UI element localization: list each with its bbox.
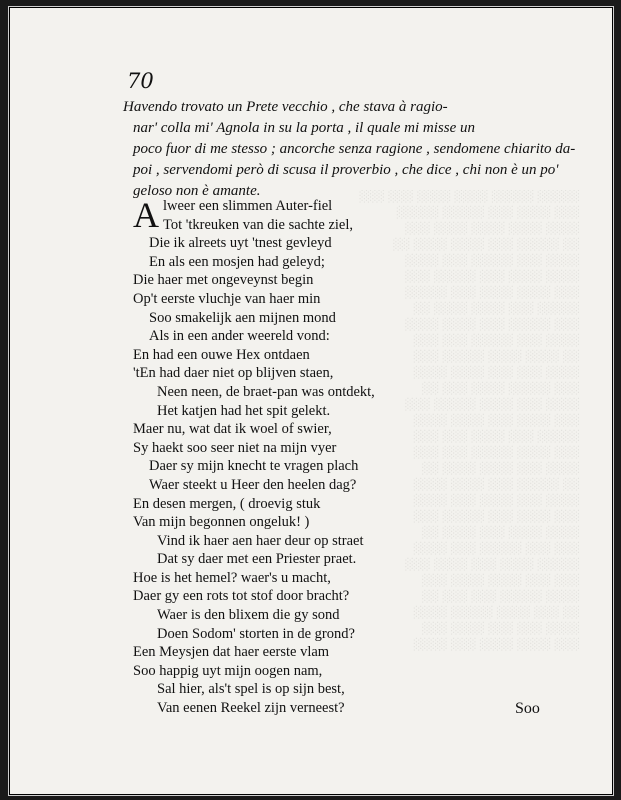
- poem-line: Neen neen, de braet-pan was ontdekt,: [157, 383, 375, 400]
- poem-line: Van mijn begonnen ongeluk! ): [133, 514, 310, 531]
- poem-heading: [123, 97, 576, 202]
- drop-cap: A: [133, 195, 159, 235]
- poem-line: Als in een ander weereld vond:: [149, 328, 330, 345]
- poem-line: Waer steekt u Heer den heelen dag?: [149, 476, 357, 493]
- book-page: [8, 6, 614, 796]
- poem-line: Het katjen had het spit gelekt.: [157, 402, 331, 419]
- poem-line: En als een mosjen had geleyd;: [149, 253, 325, 270]
- catchword: Soo: [515, 700, 540, 717]
- page-number: 70: [127, 69, 154, 93]
- poem-body: [133, 197, 573, 718]
- poem-line: Waer is den blixem die gy sond: [157, 607, 340, 624]
- poem-line: En desen mergen, ( droevig stuk: [133, 495, 321, 512]
- heading-line: geloso non è amante.: [133, 183, 261, 199]
- poem-line: lweer een slimmen Auter-fiel: [163, 198, 333, 214]
- show-through-text: ░░░░░ ░░░░░ ░░░░ ░░░░ ░░░ ░░░ ░░░ ░░░░ ░░░ ░░░░░ ░░░░░ ░░░░ ░░░░ ░░░░ ░░░░ ░░░ ░░ ░░░░░ ░░░ ░░░░ ░░░░ ░░ ░░░░ ░░░ ░░░░░ ░░░ ░░░░ ░░░░ ░░░░ ░░░ ░░░░░ ░░░ ░░░ ░░░░ ░░░░ ░░░ ░░░░░ ░░░░░ ░░░ ░░░░ ░░░░ ░░ ░░░ ░░░░░ ░░░ ░░░░ ░░░░ ░░░░ ░░░ ░░░░░ ░░░ ░░░ ░░ ░░░░ ░░░░ ░░░░░ ░░░ ░░░░ ░░░ ░░░ ░░░░ ░░░░ ░░░ ░░░░░ ░░░░ ░░░ ░░ ░░░░ ░░░ ░░░░ ░░░░░ ░░░ ░░░ ░░░░ ░░░ ░░░░ ░░░░ ░░░░░ ░░░ ░░░░ ░░░ ░░░ ░░░ ░░░░ ░░░░░ ░░░ ░░░ ░░░░ ░░░ ░░░░ ░░░░ ░░ ░░ ░░░░░ ░░░ ░░░░ ░░░░ ░░░░ ░░░ ░░░░ ░░░ ░░░░ ░░░ ░░░░ ░░░ ░░░░░ ░░░ ░░░░ ░░░░ ░░░ ░░░░ ░░ ░░░ ░░░ ░░░░░ ░░░ ░░░░ ░░░░░ ░░░░ ░░░ ░░░░ ░░░ ░░░ ░░░ ░░░░ ░░░░ ░░░ ░░░░ ░░░░░ ░░░ ░░░ ░░ ░░ ░░░ ░░░░ ░░░░░ ░░░░ ░░░░ ░░░ ░░░ ░░░░ ░░░ ░░░ ░░░░ ░░░░ ░░░ ░░░░: [358, 190, 579, 651]
- poem-line: Die haer met ongeveynst begin: [133, 272, 314, 289]
- heading-line: poco fuor di me stesso ; ancorche senza ragione , sendomene chiarito da-: [133, 141, 576, 157]
- heading-line: poi , servendomi però di scusa il proverbio , che dice , chi non è un po': [133, 162, 559, 178]
- poem-line: Soo happig uyt mijn oogen nam,: [133, 662, 323, 679]
- poem-line: Maer nu, wat dat ik woel of swier,: [133, 421, 332, 438]
- poem-line: 'tEn had daer niet op blijven staen,: [133, 365, 334, 382]
- poem-line: Vind ik haer aen haer deur op straet: [157, 532, 364, 549]
- poem-line: Sy haekt soo seer niet na mijn vyer: [133, 439, 337, 456]
- poem-line: Tot 'tkreuken van die sachte ziel,: [163, 216, 354, 233]
- poem-line: Daer gy een rots tot stof door bracht?: [133, 588, 350, 605]
- heading-line: nar' colla mi' Agnola in su la porta , il quale mi misse un: [133, 120, 475, 136]
- poem-line: Sal hier, als't spel is op sijn best,: [157, 681, 345, 698]
- poem-line: Een Meysjen dat haer eerste vlam: [133, 644, 330, 661]
- poem-line: Van eenen Reekel zijn verneest?: [157, 700, 345, 717]
- heading-line: Havendo trovato un Prete vecchio , che stava à ragio-: [123, 99, 448, 115]
- poem-line: En had een ouwe Hex ontdaen: [133, 346, 310, 363]
- poem-line: Op't eerste vluchje van haer min: [133, 290, 321, 307]
- poem-line: Hoe is het hemel? waer's u macht,: [133, 569, 331, 586]
- poem-line: Die ik alreets uyt 'tnest gevleyd: [149, 235, 332, 252]
- poem-line: Daer sy mijn knecht te vragen plach: [149, 458, 359, 475]
- poem-line: Soo smakelijk aen mijnen mond: [149, 309, 336, 326]
- poem-line: Dat sy daer met een Priester praet.: [157, 551, 357, 568]
- poem-line: Doen Sodom' storten in de grond?: [157, 625, 355, 642]
